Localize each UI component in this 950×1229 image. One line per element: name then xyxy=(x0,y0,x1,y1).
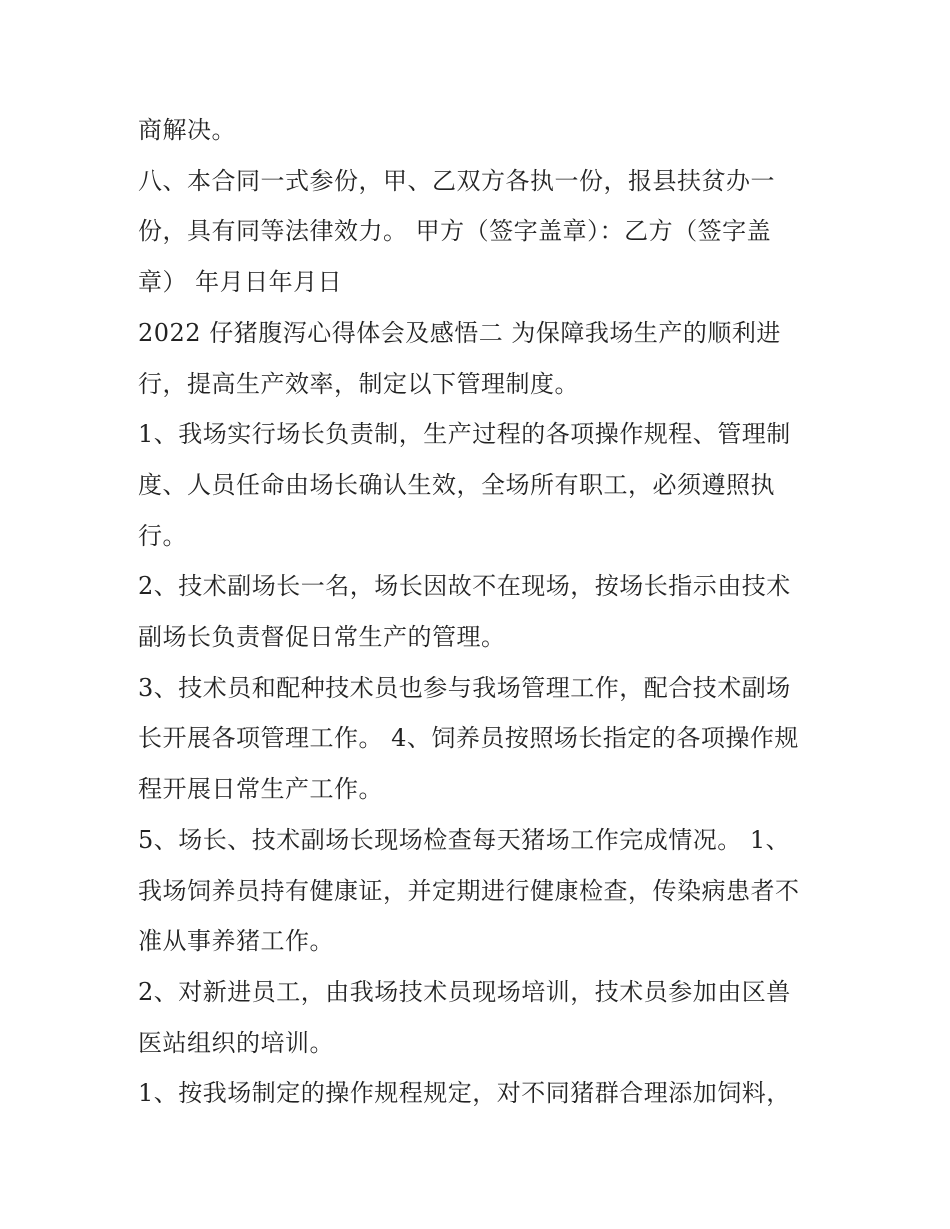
text-line: 行，提高生产效率，制定以下管理制度。 xyxy=(138,370,579,398)
text-line: 1、我场实行场长负责制，生产过程的各项操作规程、管理制 xyxy=(138,420,791,448)
text-line: 我场饲养员持有健康证，并定期进行健康检查，传染病患者不 xyxy=(138,877,800,905)
text-line: 2、对新进员工，由我场技术员现场培训，技术员参加由区兽 xyxy=(138,978,791,1006)
text-line: 2、技术副场长一名，场长因故不在现场，按场长指示由技术 xyxy=(138,572,791,600)
text-line: 2022 仔猪腹泻心得体会及感悟二 为保障我场生产的顺利进 xyxy=(138,319,781,347)
text-line: 章） 年月日年月日 xyxy=(138,268,343,296)
text-line: 度、人员任命由场长确认生效，全场所有职工，必须遵照执 xyxy=(138,471,775,499)
text-line: 副场长负责督促日常生产的管理。 xyxy=(138,623,506,651)
text-line: 5、场长、技术副场长现场检查每天猪场工作完成情况。 1、 xyxy=(138,826,791,854)
text-line: 医站组织的培训。 xyxy=(138,1029,334,1057)
text-line: 八、本合同一式参份，甲、乙双方各执一份，报县扶贫办一 xyxy=(138,167,775,195)
text-line: 准从事养猪工作。 xyxy=(138,927,334,955)
text-line: 1、按我场制定的操作规程规定，对不同猪群合理添加饲料， xyxy=(138,1079,791,1107)
text-line: 长开展各项管理工作。 4、饲养员按照场长指定的各项操作规 xyxy=(138,724,799,752)
text-line: 份，具有同等法律效力。 甲方（签字盖章）：乙方（签字盖 xyxy=(138,217,772,245)
text-line: 3、技术员和配种技术员也参与我场管理工作，配合技术副场 xyxy=(138,674,791,702)
text-line: 程开展日常生产工作。 xyxy=(138,775,383,803)
text-line: 行。 xyxy=(138,522,187,550)
text-line: 商解决。 xyxy=(138,116,236,144)
